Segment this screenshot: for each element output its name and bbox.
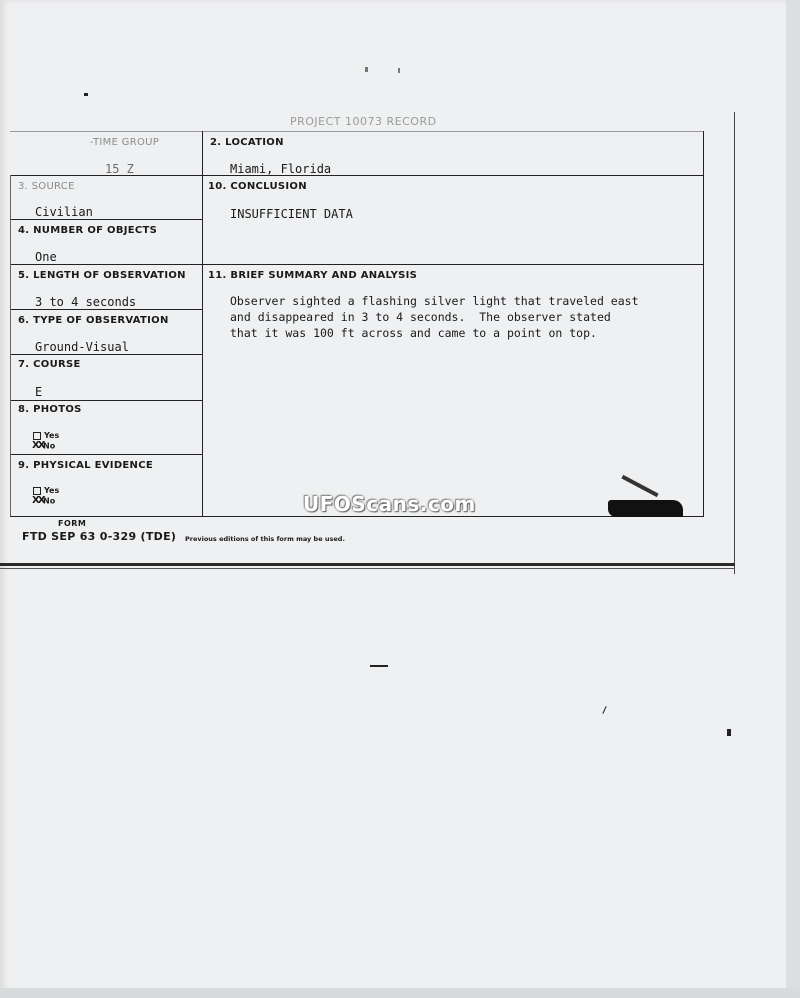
- length-obs-label: 5. LENGTH OF OBSERVATION: [18, 270, 186, 281]
- speck: [365, 67, 368, 72]
- speck: [398, 68, 400, 73]
- speck: [370, 665, 388, 667]
- physical-evidence-label: 9. PHYSICAL EVIDENCE: [18, 460, 153, 471]
- bottom-rule-thin: [0, 568, 735, 569]
- checkbox-empty: [33, 432, 41, 440]
- form-word: FORM: [58, 519, 87, 528]
- rule: [10, 309, 202, 310]
- physical-yes-label: Yes: [44, 486, 60, 495]
- type-obs-value: Ground-Visual: [35, 340, 129, 354]
- conclusion-label: 10. CONCLUSION: [208, 181, 307, 192]
- source-value: Civilian: [35, 205, 93, 219]
- form-id: FTD SEP 63 0-329 (TDE): [22, 530, 177, 543]
- conclusion-value: INSUFFICIENT DATA: [230, 207, 353, 221]
- photos-no-label: No: [43, 441, 56, 451]
- page-edge-bottom: [0, 988, 800, 998]
- rule: [10, 354, 202, 355]
- rule: [10, 131, 703, 132]
- physical-no-label: No: [43, 496, 56, 506]
- rule: [10, 454, 202, 455]
- watermark: UFOScans.com: [303, 492, 476, 516]
- course-value: E: [35, 385, 43, 399]
- num-objects-label: 4. NUMBER OF OBJECTS: [18, 225, 158, 236]
- rule: [10, 175, 11, 516]
- speck: [84, 93, 88, 96]
- column-divider: [202, 131, 203, 516]
- rule: [10, 400, 202, 401]
- course-label: 7. COURSE: [18, 359, 81, 370]
- form-note: Previous editions of this form may be used.: [185, 535, 345, 543]
- form-title: PROJECT 10073 RECORD: [290, 115, 437, 128]
- location-label: 2. LOCATION: [210, 137, 284, 148]
- length-obs-value: 3 to 4 seconds: [35, 295, 137, 309]
- checkbox-x-icon: XX: [32, 495, 44, 506]
- photos-label: 8. PHOTOS: [18, 404, 82, 415]
- checkbox-x-icon: XX: [32, 440, 44, 451]
- redaction-mark: [608, 500, 683, 517]
- num-objects-value: One: [35, 250, 57, 264]
- rule: [10, 219, 202, 220]
- rule: [10, 264, 703, 265]
- speck: [727, 729, 731, 736]
- bottom-rule: [0, 563, 735, 566]
- source-label: 3. SOURCE: [18, 181, 75, 192]
- summary-label: 11. BRIEF SUMMARY AND ANALYSIS: [208, 270, 418, 281]
- location-value: Miami, Florida: [230, 162, 332, 176]
- checkbox-empty: [33, 487, 41, 495]
- page-margin-line: [734, 112, 735, 574]
- datetime-value: 15 Z: [105, 162, 134, 176]
- physical-no-option: [32, 496, 55, 507]
- summary-text: Observer sighted a flashing silver light that traveled east and disappeared in 3 to 4 seconds. The observer stated that it was 100 ft across and came to a point on top.: [230, 294, 639, 340]
- photos-yes-label: Yes: [44, 431, 60, 440]
- type-obs-label: 6. TYPE OF OBSERVATION: [18, 315, 169, 326]
- page-edge: [786, 0, 800, 998]
- datetime-label: -TIME GROUP: [90, 137, 160, 148]
- photos-no-option: [32, 441, 55, 452]
